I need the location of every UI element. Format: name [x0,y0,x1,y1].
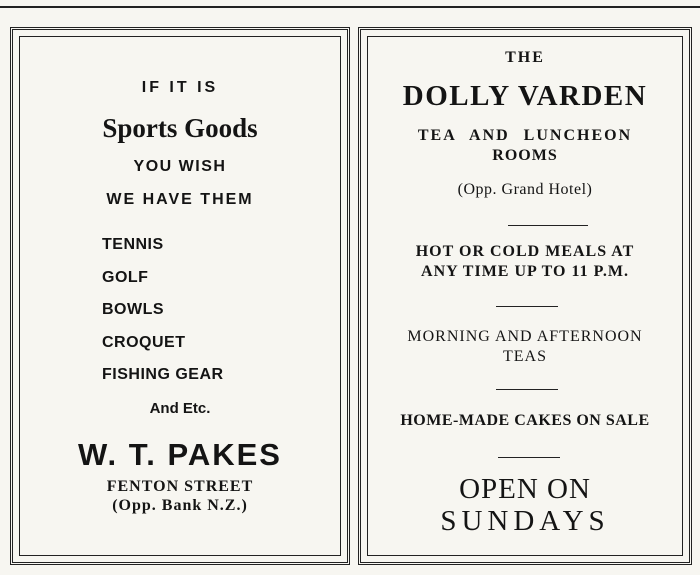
list-item: CROQUET [102,333,186,351]
list-item: BOWLS [102,301,165,318]
list-item: FISHING GEAR [102,366,224,383]
divider-rule [498,457,560,458]
merchant-name: W. T. PAKES [77,437,282,472]
and-etc-line: And Etc. [149,400,211,417]
open-on-line: OPEN ON [459,473,591,505]
sports-goods-inner-border [19,36,341,556]
cakes-line: HOME-MADE CAKES ON SALE [400,412,650,429]
street-line: FENTON STREET [106,478,254,495]
restaurant-name: DOLLY VARDEN [402,80,648,112]
sundays-line: SUNDAYS [440,505,610,537]
rooms-line: ROOMS [492,147,558,164]
divider-rule [508,225,588,226]
divider-rule [496,306,558,307]
meals-line-1: HOT OR COLD MEALS AT [415,243,635,260]
tea-luncheon-line: TEA AND LUNCHEON [417,127,633,144]
intro-line: IF IT IS [141,79,219,96]
dolly-varden-inner-border [367,36,683,556]
divider-rule [496,389,558,390]
sports-list [102,236,224,399]
location-line: (Opp. Grand Hotel) [457,181,593,198]
list-item: GOLF [102,268,149,286]
top-border-line [0,6,700,8]
dolly-varden-advertisement [358,27,692,565]
sports-goods-heading: Sports Goods [102,113,258,143]
list-item: TENNIS [102,236,164,253]
teas-line-2: TEAS [503,348,547,365]
the-line: THE [505,49,545,66]
teas-line-1: MORNING AND AFTERNOON [407,328,643,345]
you-wish-line: YOU WISH [133,158,227,175]
location-line: (Opp. Bank N.Z.) [112,497,248,514]
we-have-them-line: WE HAVE THEM [106,191,254,208]
sports-goods-advertisement [10,27,350,565]
meals-line-2: ANY TIME UP TO 11 P.M. [421,263,629,280]
